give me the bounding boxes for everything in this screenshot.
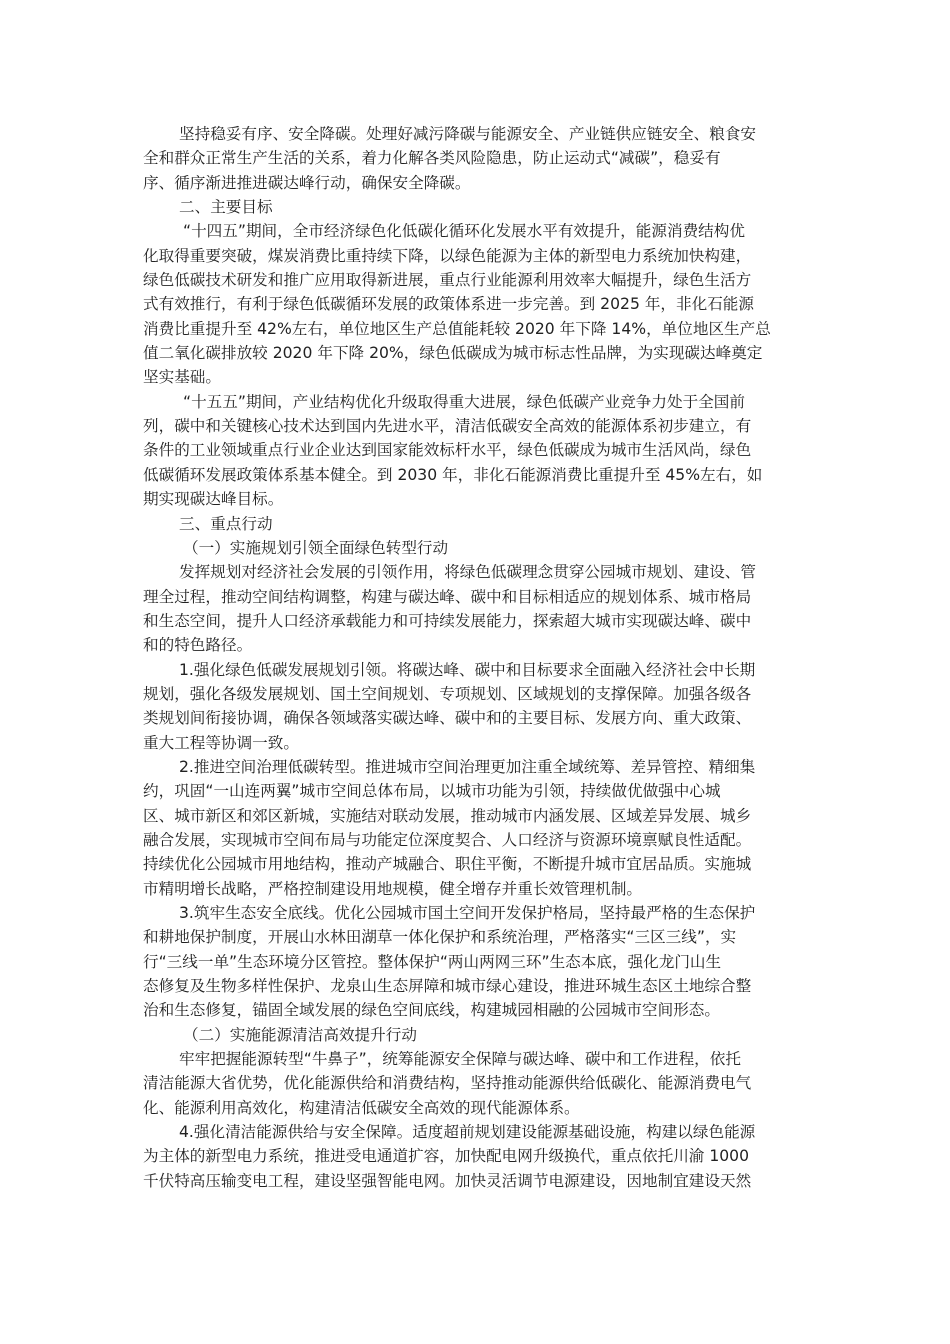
text-line: 化、能源利用高效化，构建清洁低碳安全高效的现代能源体系。	[143, 1098, 580, 1117]
text-line: 坚实基础。	[143, 368, 221, 387]
text-line: 治和生态修复，锚固全域发展的绿色空间底线，构建城园相融的公园城市空间形态。	[143, 1001, 720, 1020]
text-line: 1.强化绿色低碳发展规划引领。将碳达峰、碳中和目标要求全面融入经济社会中长期	[179, 660, 756, 679]
text-line: 和的特色路径。	[143, 636, 253, 655]
text-line: 和耕地保护制度，开展山水林田湖草一体化保护和系统治理，严格落实“三区三线”，实	[143, 928, 737, 947]
text-line: 值二氧化碳排放较 2020 年下降 20%，绿色低碳成为城市标志性品牌，为实现碳达峰奠定	[143, 344, 763, 363]
document-body	[143, 122, 815, 1193]
text-line: 清洁能源大省优势，优化能源供给和消费结构，坚持推动能源供给低碳化、能源消费电气	[143, 1074, 752, 1093]
text-line: 期实现碳达峰目标。	[143, 490, 284, 509]
text-line: （一）实施规划引领全面绿色转型行动	[183, 538, 449, 557]
text-line: 和生态空间，提升人口经济承载能力和可持续发展能力，探索超大城市实现碳达峰、碳中	[143, 611, 752, 630]
text-line: 发挥规划对经济社会发展的引领作用，将绿色低碳理念贯穿公园城市规划、建设、管	[179, 563, 756, 582]
text-line: 持续优化公园城市用地结构，推动产城融合、职住平衡，不断提升城市宜居品质。实施城	[143, 855, 752, 874]
text-line: 化取得重要突破，煤炭消费比重持续下降，以绿色能源为主体的新型电力系统加快构建，	[143, 246, 752, 265]
text-line: 重大工程等协调一致。	[143, 733, 299, 752]
text-line: 低碳循环发展政策体系基本健全。到 2030 年，非化石能源消费比重提升至 45%左右，如	[143, 465, 763, 484]
text-line: 态修复及生物多样性保护、龙泉山生态屏障和城市绿心建设，推进环城生态区土地综合整	[143, 977, 752, 996]
text-line: 三、重点行动	[179, 514, 273, 533]
text-line: 区、城市新区和郊区新城，实施结对联动发展，推动城市内涵发展、区域差异发展、城乡	[143, 806, 752, 825]
text-line: 4.强化清洁能源供给与安全保障。适度超前规划建设能源基础设施，构建以绿色能源	[179, 1123, 756, 1142]
text-line: 理全过程，推动空间结构调整，构建与碳达峰、碳中和目标相适应的规划体系、城市格局	[143, 587, 752, 606]
text-line: 全和群众正常生产生活的关系，着力化解各类风险隐患，防止运动式“减碳”，稳妥有	[143, 149, 721, 168]
text-line: 千伏特高压输变电工程，建设坚强智能电网。加快灵活调节电源建设，因地制宜建设天然	[143, 1171, 752, 1190]
text-line: 序、循序渐进推进碳达峰行动，确保安全降碳。	[143, 173, 471, 192]
text-line: “十五五”期间，产业结构优化升级取得重大进展，绿色低碳产业竞争力处于全国前	[183, 392, 745, 411]
text-line: 坚持稳妥有序、安全降碳。处理好减污降碳与能源安全、产业链供应链安全、粮食安	[179, 125, 756, 143]
text-line: 市精明增长战略，严格控制建设用地规模，健全增存并重长效管理机制。	[143, 879, 643, 898]
text-line: 融合发展，实现城市空间布局与功能定位深度契合、人口经济与资源环境禀赋良性适配。	[143, 830, 752, 849]
text-line: 行“三线一单”生态环境分区管控。整体保护“两山两网三环”生态本底，强化龙门山生	[143, 952, 722, 971]
text-line: 式有效推行，有利于绿色低碳循环发展的政策体系进一步完善。到 2025 年，非化石能源	[143, 295, 754, 314]
text-line: （二）实施能源清洁高效提升行动	[183, 1025, 417, 1044]
text-line: 为主体的新型电力系统，推进受电通道扩容，加快配电网升级换代，重点依托川渝 1000	[143, 1147, 750, 1166]
text-line: 列，碳中和关键核心技术达到国内先进水平，清洁低碳安全高效的能源体系初步建立，有	[143, 417, 752, 436]
text-line: 牢牢把握能源转型“牛鼻子”，统筹能源安全保障与碳达峰、碳中和工作进程，依托	[179, 1050, 741, 1069]
text-line: 条件的工业领域重点行业企业达到国家能效标杆水平，绿色低碳成为城市生活风尚，绿色	[143, 441, 752, 460]
text-line: 消费比重提升至 42%左右，单位地区生产总值能耗较 2020 年下降 14%，单位地区生产总	[143, 319, 771, 338]
text-line: 约，巩固“一山连两翼”城市空间总体布局，以城市功能为引领，持续做优做强中心城	[143, 782, 721, 801]
text-line: 规划，强化各级发展规划、国土空间规划、专项规划、区域规划的支撑保障。加强各级各	[143, 684, 752, 703]
text-line: 绿色低碳技术研发和推广应用取得新进展，重点行业能源利用效率大幅提升，绿色生活方	[143, 271, 752, 290]
text-line: 二、主要目标	[179, 198, 273, 217]
text-line: 2.推进空间治理低碳转型。推进城市空间治理更加注重全域统筹、差异管控、精细集	[179, 757, 756, 776]
text-line: “十四五”期间，全市经济绿色化低碳化循环化发展水平有效提升，能源消费结构优	[183, 222, 745, 241]
text-line: 3.筑牢生态安全底线。优化公园城市国土空间开发保护格局，坚持最严格的生态保护	[179, 904, 756, 922]
text-line: 类规划间衔接协调，确保各领域落实碳达峰、碳中和的主要目标、发展方向、重大政策、	[143, 709, 752, 728]
